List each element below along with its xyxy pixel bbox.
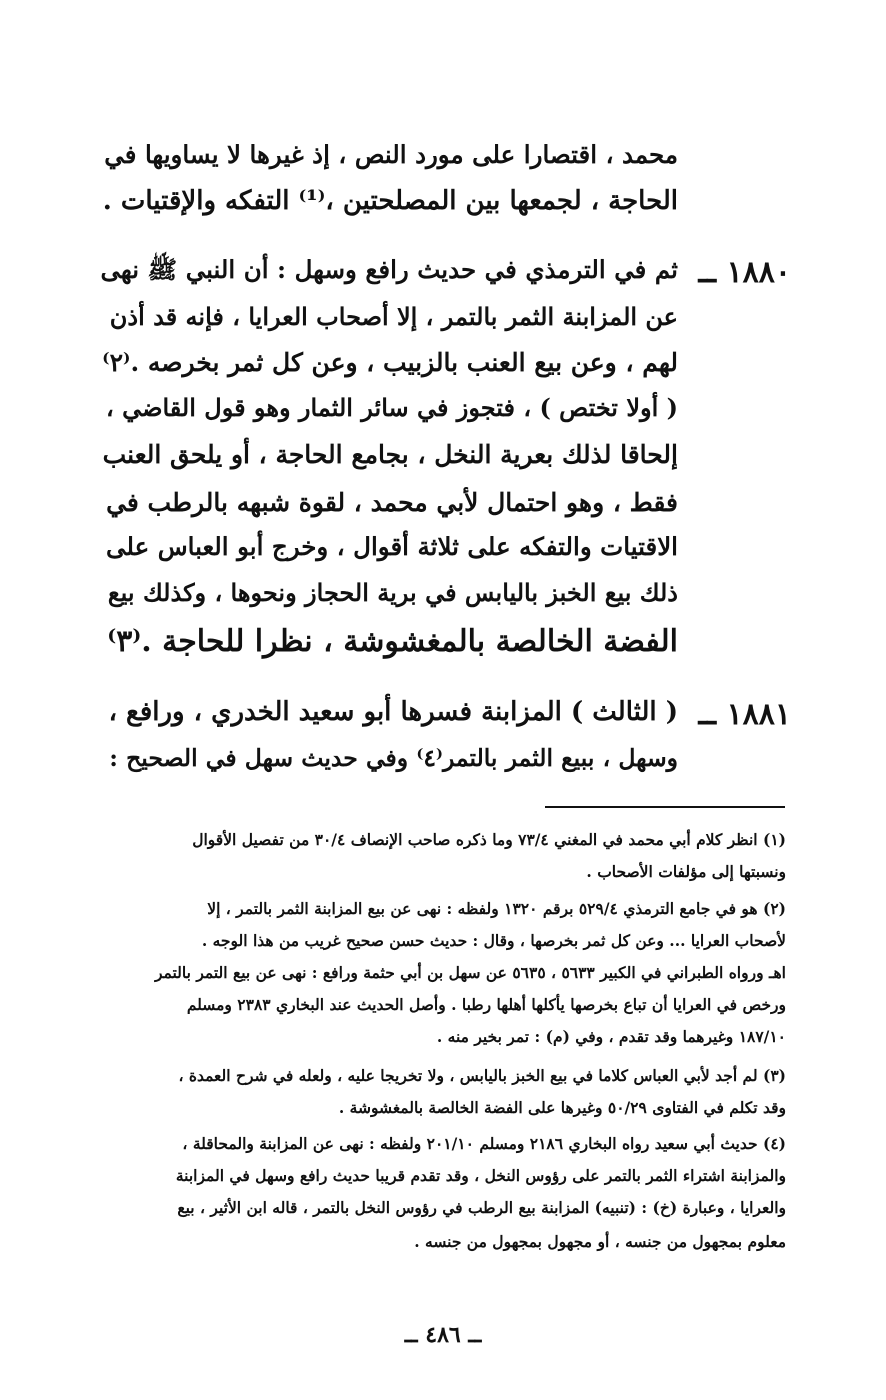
entry-line: ثم في الترمذي في حديث رافع وسهل : أن النبي ﷺ نهى bbox=[100, 255, 678, 284]
footnote-line: (٣) لم أجد لأبي العباس كلاما في بيع الخبز باليابس ، ولا تخريجا عليه ، ولعله في شرح العمدة ، bbox=[178, 1066, 786, 1085]
entry-line: ذلك بيع الخبز باليابس في برية الحجاز ونحوها ، وكذلك بيع bbox=[107, 578, 678, 607]
entry-line: لهم ، وعن بيع العنب بالزبيب ، وعن كل ثمر بخرصه .⁽٢⁾ bbox=[102, 348, 678, 377]
entry-line: الاقتيات والتفكه على ثلاثة أقوال ، وخرج أبو العباس على bbox=[106, 532, 678, 561]
entry-line: وسهل ، ببيع الثمر بالتمر⁽٤⁾ وفي حديث سهل في الصحيح : bbox=[109, 744, 678, 772]
entry-line: ( أولا تختص ) ، فتجوز في سائر الثمار وهو قول القاضي ، bbox=[105, 393, 678, 422]
footnote-line: ونسبتها إلى مؤلفات الأصحاب . bbox=[586, 862, 786, 881]
footnote-line: لأصحاب العرايا ... وعن كل ثمر بخرصها ، وقال : حديث حسن صحيح غريب من هذا الوجه . bbox=[201, 931, 786, 950]
page-number: ــ ٤٨٦ ــ bbox=[404, 1322, 482, 1348]
footnote-line: (٤) حديث أبي سعيد رواه البخاري ٢١٨٦ ومسلم ٢٠١/١٠ ولفظه : نهى عن المزابنة والمحاقلة ، bbox=[182, 1134, 786, 1153]
entry-line: ( الثالث ) المزابنة فسرها أبو سعيد الخدري ، ورافع ، bbox=[108, 697, 678, 727]
entry-line: فقط ، وهو احتمال لأبي محمد ، لقوة شبهه بالرطب في bbox=[106, 488, 678, 517]
footnote-line: (٢) هو في جامع الترمذي ٥٢٩/٤ برقم ١٣٢٠ ولفظه : نهى عن بيع المزابنة الثمر بالتمر ، إلا bbox=[207, 899, 786, 918]
intro-line: الحاجة ، لجمعها بين المصلحتين ،⁽¹⁾ التفكه والإقتيات . bbox=[102, 186, 678, 216]
entry-number: ١٨٨٠ ــ bbox=[698, 255, 791, 290]
footnote-line: ١٨٧/١٠ وغيرهما وقد تقدم ، وفي (م) : تمر بخير منه . bbox=[436, 1027, 786, 1046]
entry-line: إلحاقا لذلك بعرية النخل ، بجامع الحاجة ، أو يلحق العنب bbox=[102, 440, 678, 469]
footnote-line: ورخص في العرايا أن تباع بخرصها يأكلها أهلها رطبا . وأصل الحديث عند البخاري ٢٣٨٣ ومسلم bbox=[186, 995, 786, 1014]
footnote-separator bbox=[545, 806, 785, 808]
footnote-line: اهـ ورواه الطبراني في الكبير ٥٦٣٣ ، ٥٦٣٥ عن سهل بن أبي حثمة ورافع : نهى عن بيع التمر بالتمر bbox=[154, 963, 786, 982]
footnote-line: معلوم بمجهول من جنسه ، أو مجهول بمجهول من جنسه . bbox=[414, 1232, 786, 1251]
entry-line: الفضة الخالصة بالمغشوشة ، نظرا للحاجة .⁽٣⁾ bbox=[107, 624, 678, 659]
footnote-line: والعرايا ، وعبارة (خ) : (تنبيه) المزابنة بيع الرطب في رؤوس النخل بالتمر ، قاله ابن الأثير ، بيع bbox=[177, 1198, 786, 1217]
footnote-line: وقد تكلم في الفتاوى ٥٠/٢٩ وغيرها على الفضة الخالصة بالمغشوشة . bbox=[338, 1098, 786, 1117]
entry-line: عن المزابنة الثمر بالتمر ، إلا أصحاب العرايا ، فإنه قد أذن bbox=[109, 302, 678, 331]
entry-number: ١٨٨١ ــ bbox=[698, 697, 791, 732]
footnote-line: (١) انظر كلام أبي محمد في المغني ٧٣/٤ وما ذكره صاحب الإنصاف ٣٠/٤ من تفصيل الأقوال bbox=[192, 830, 786, 849]
footnote-line: والمزابنة اشتراء الثمر بالتمر على رؤوس النخل ، وقد تقدم قريبا حديث رافع وسهل في المزابنة bbox=[175, 1166, 786, 1185]
intro-line: محمد ، اقتصارا على مورد النص ، إذ غيرها لا يساويها في bbox=[104, 140, 678, 169]
